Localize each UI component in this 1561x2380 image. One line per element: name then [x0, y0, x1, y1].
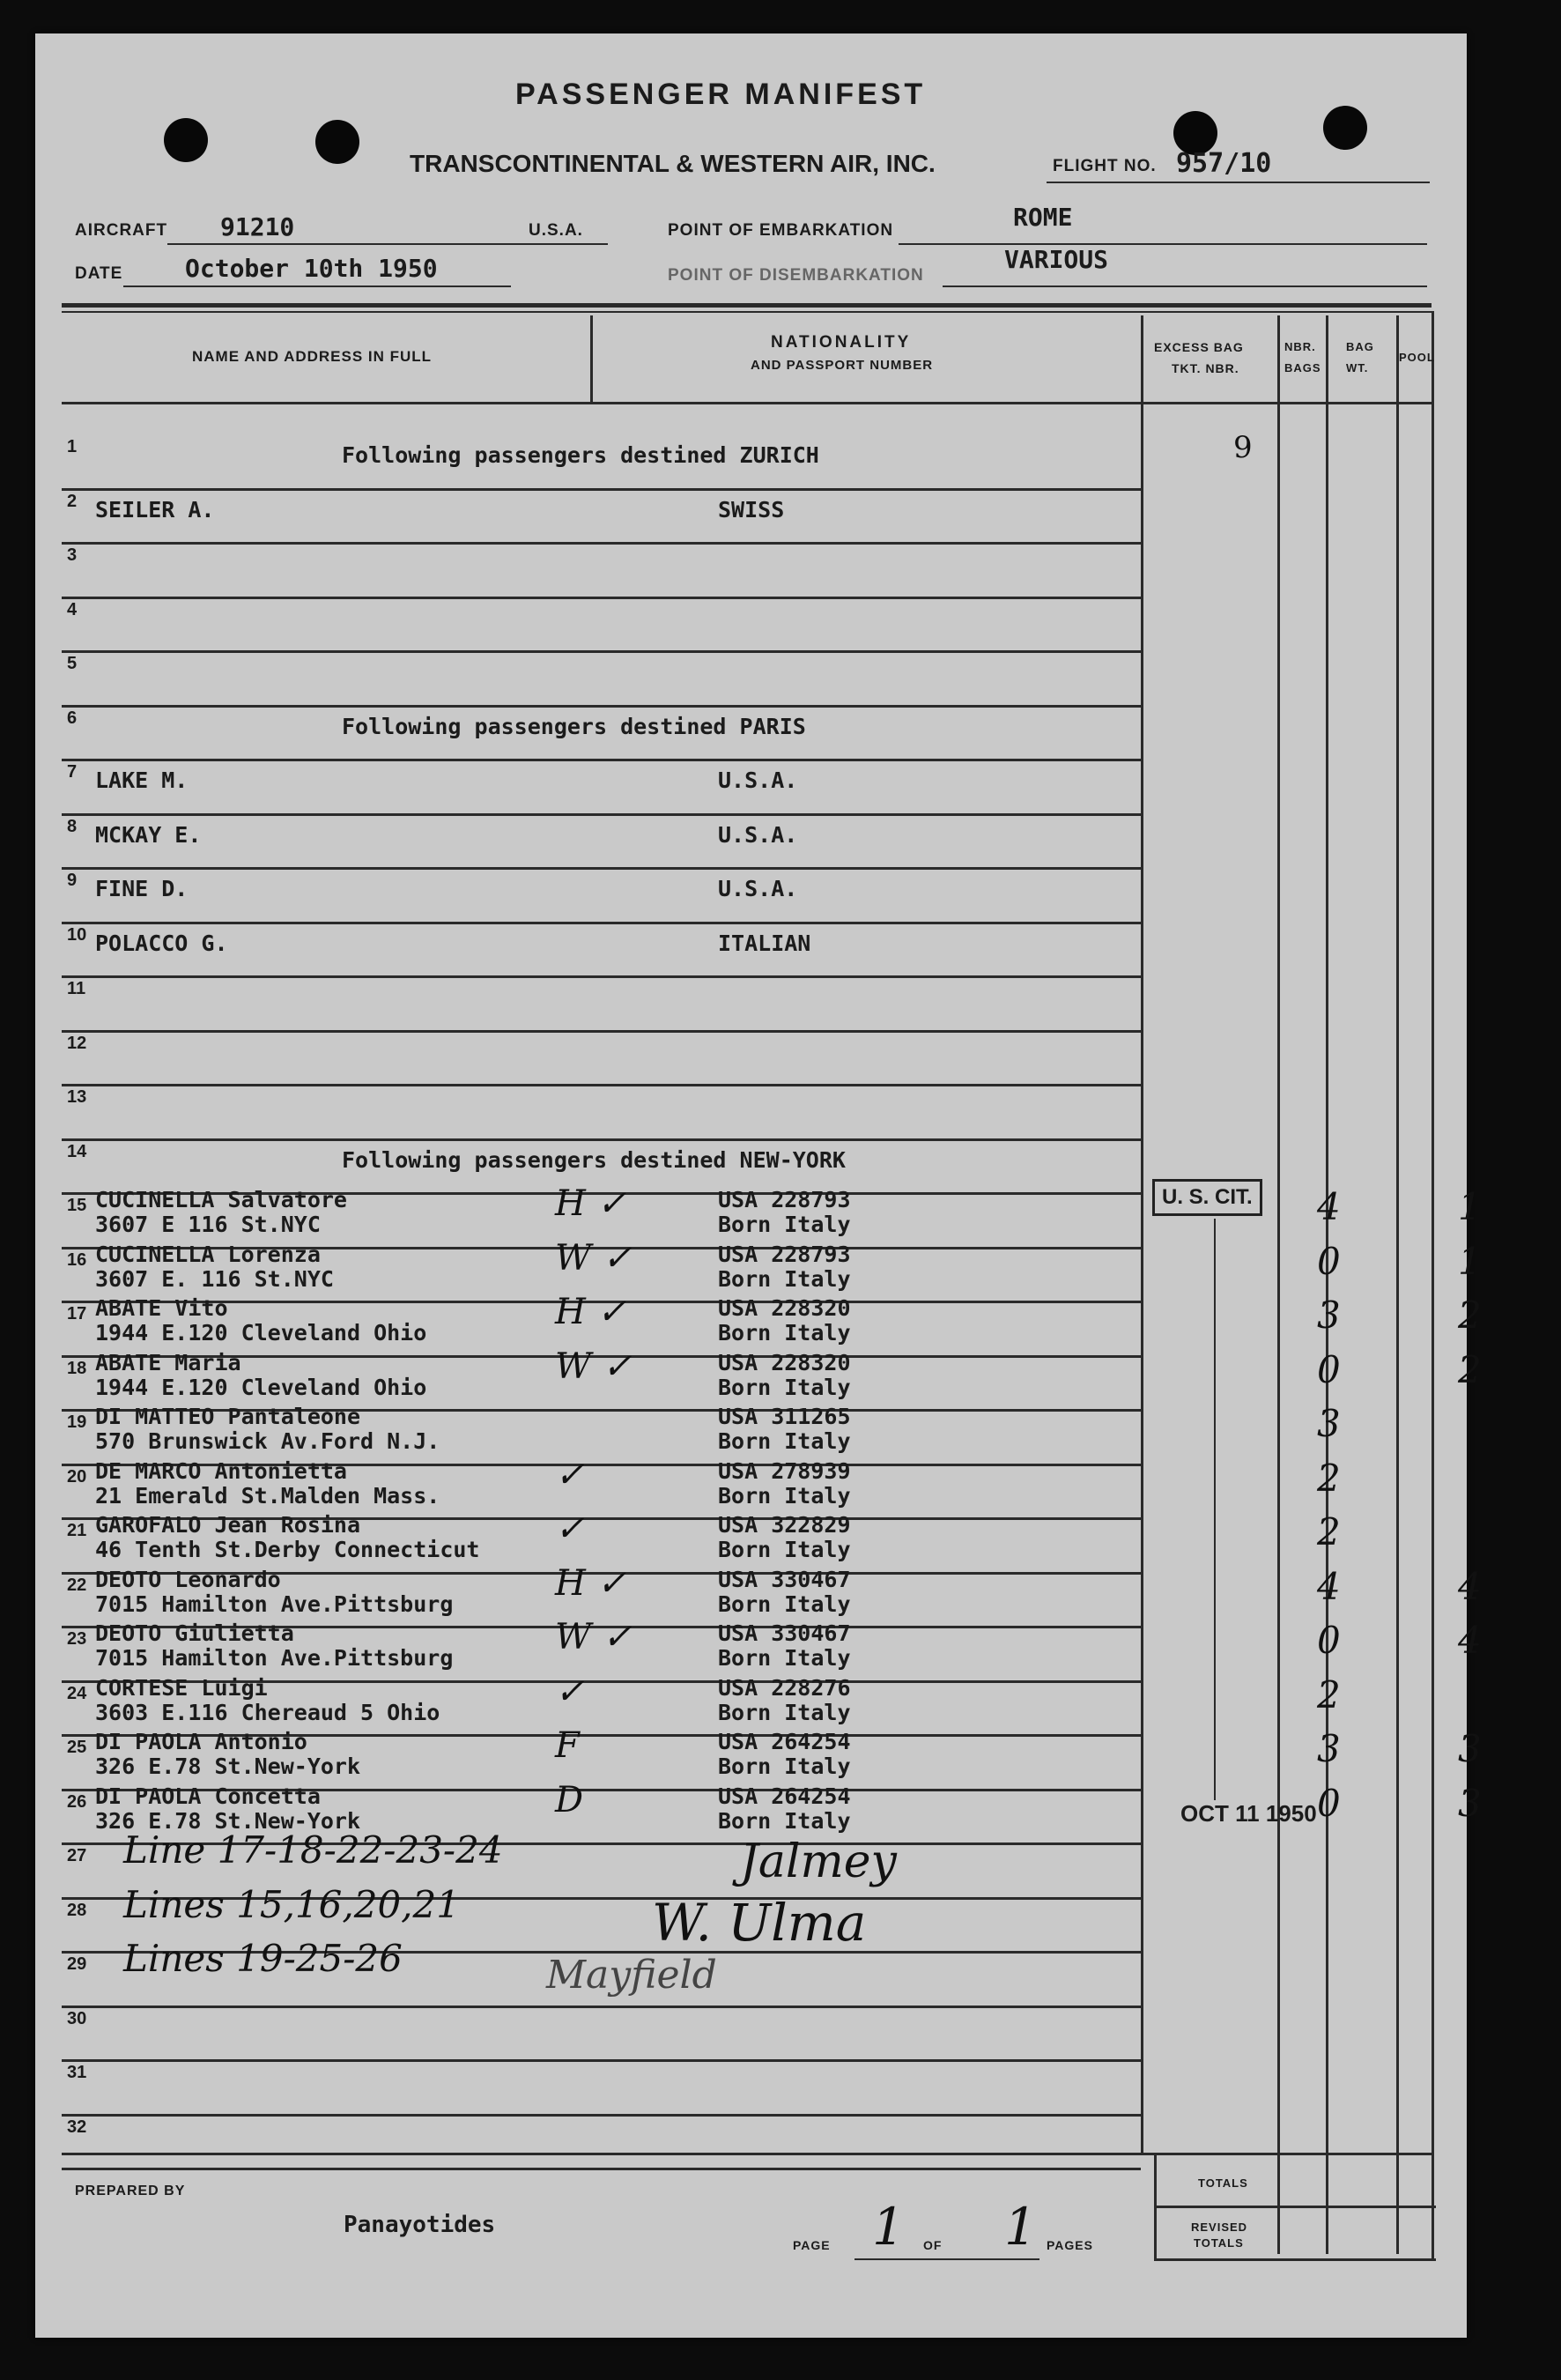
- passenger-name: DE MARCO Antonietta: [95, 1457, 347, 1484]
- totals-label: TOTALS: [1198, 2176, 1248, 2190]
- birthplace: Born Italy: [718, 1374, 851, 1400]
- row-number: 30: [67, 2008, 87, 2028]
- punch-hole: [1323, 106, 1367, 150]
- manifest-row: [62, 764, 1432, 815]
- passenger-name: CUCINELLA Lorenza: [95, 1241, 321, 1267]
- manifest-row: [62, 430, 1432, 490]
- passenger-name: DI PAOLA Concetta: [95, 1783, 321, 1809]
- passport-number: USA 311265: [718, 1404, 851, 1429]
- passenger-name: Following passengers destined PARIS: [342, 713, 806, 739]
- handwritten-note: Lines 15,16,20,21: [123, 1882, 460, 1926]
- manifest-row: [62, 1089, 1432, 1140]
- company-name: TRANSCONTINENTAL & WESTERN AIR, INC.: [410, 150, 936, 177]
- bag-count: 3: [1317, 1402, 1341, 1445]
- of-label: OF: [923, 2238, 943, 2252]
- embark-point: ROME: [1013, 203, 1073, 232]
- page-label: PAGE: [793, 2238, 831, 2252]
- bag-count: 2: [1317, 1672, 1341, 1716]
- nationality: U.S.A.: [718, 767, 798, 793]
- row-number: 3: [67, 545, 78, 565]
- passenger-name: DEOTO Giulietta: [95, 1620, 294, 1646]
- page-number: 1: [872, 2197, 905, 2257]
- manifest-row: [62, 2008, 1432, 2062]
- row-number: 10: [67, 924, 87, 945]
- passenger-name: LAKE M.: [95, 767, 189, 793]
- row-number: 6: [67, 708, 78, 728]
- manifest-row: [62, 816, 1432, 870]
- date-label: DATE: [75, 264, 123, 283]
- row-number: 11: [67, 979, 86, 998]
- passenger-name: ABATE Maria: [95, 1349, 241, 1375]
- row-number: 27: [67, 1846, 87, 1865]
- passenger-address: 46 Tenth St.Derby Connecticut: [95, 1537, 480, 1562]
- passport-number: USA 330467: [718, 1566, 851, 1592]
- signature: Mayfield: [546, 1953, 717, 1998]
- page-title: PASSENGER MANIFEST: [515, 78, 927, 111]
- disembark-label: POINT OF DISEMBARKATION: [668, 266, 924, 285]
- col-wt: WT.: [1346, 361, 1369, 374]
- nationality: SWISS: [718, 496, 785, 523]
- us-citizen-stamp: U. S. CIT.: [1152, 1179, 1262, 1216]
- passenger-name: FINE D.: [95, 876, 189, 901]
- row-number: 7: [67, 762, 78, 782]
- manifest-row: [62, 2119, 1432, 2170]
- nationality: U.S.A.: [718, 876, 798, 901]
- pool-number: 4: [1458, 1619, 1482, 1662]
- passenger-address: 7015 Hamilton Ave.Pittsburg: [95, 1645, 454, 1671]
- revised-label: REVISED: [1191, 2221, 1248, 2234]
- birthplace: Born Italy: [718, 1320, 851, 1346]
- flight-date: October 10th 1950: [185, 254, 438, 283]
- page-total: 1: [1004, 2197, 1037, 2257]
- birthplace: Born Italy: [718, 1537, 851, 1562]
- punch-hole: [164, 118, 208, 162]
- passenger-address: 3607 E. 116 St.NYC: [95, 1265, 334, 1292]
- row-number: 29: [67, 1954, 87, 1974]
- row-number: 5: [67, 654, 78, 673]
- handwritten-check: F: [555, 1725, 580, 1766]
- pool-number: 4: [1458, 1564, 1482, 1608]
- bag-count: 2: [1317, 1456, 1341, 1500]
- nationality: ITALIAN: [718, 930, 811, 956]
- row-number: 24: [67, 1683, 87, 1703]
- passenger-address: 3607 E 116 St.NYC: [95, 1212, 321, 1237]
- date-stamp: OCT 11 1950: [1180, 1800, 1317, 1827]
- signature: W. Ulma: [652, 1893, 867, 1953]
- bag-count: 3: [1317, 1727, 1341, 1770]
- passport-number: USA 264254: [718, 1729, 851, 1754]
- flight-number: 957/10: [1176, 148, 1272, 179]
- col-excess-2: TKT. NBR.: [1172, 361, 1239, 375]
- nationality: U.S.A.: [718, 821, 798, 848]
- pool-number: 3: [1458, 1727, 1482, 1770]
- pool-number: 2: [1458, 1294, 1482, 1337]
- passenger-name: DEOTO Leonardo: [95, 1566, 281, 1592]
- row-number: 8: [67, 816, 78, 836]
- bag-count: 0: [1317, 1619, 1341, 1662]
- manifest-sheet: [35, 33, 1482, 2338]
- birthplace: Born Italy: [718, 1482, 851, 1509]
- row-number: 12: [67, 1033, 87, 1053]
- passport-number: USA 228793: [718, 1187, 851, 1212]
- aircraft-label: AIRCRAFT: [75, 221, 168, 240]
- passenger-address: 1944 E.120 Cleveland Ohio: [95, 1320, 427, 1346]
- row-number: 28: [67, 1900, 87, 1920]
- passenger-name: ABATE Vito: [95, 1295, 228, 1321]
- pool-number: 3: [1458, 1781, 1482, 1825]
- handwritten-check: W ✓: [555, 1346, 633, 1387]
- manifest-row: [62, 547, 1432, 598]
- passenger-name: CORTESE Luigi: [95, 1674, 268, 1701]
- passenger-name: SEILER A.: [95, 496, 215, 523]
- birthplace: Born Italy: [718, 1645, 851, 1671]
- handwritten-check: H ✓: [555, 1562, 627, 1604]
- passenger-address: 570 Brunswick Av.Ford N.J.: [95, 1428, 440, 1454]
- revised-totals-label: TOTALS: [1194, 2236, 1244, 2250]
- passenger-name: CUCINELLA Salvatore: [95, 1187, 347, 1212]
- col-excess: EXCESS BAG: [1154, 340, 1244, 354]
- col-pool: POOL: [1399, 351, 1435, 364]
- row-number: 16: [67, 1249, 87, 1270]
- row-number: 17: [67, 1304, 87, 1323]
- row-number: 4: [67, 599, 78, 619]
- row-number: 14: [67, 1141, 87, 1161]
- passenger-address: 326 E.78 St.New-York: [95, 1753, 361, 1779]
- bag-count: 4: [1317, 1564, 1341, 1608]
- row-number: 26: [67, 1791, 87, 1812]
- handwritten-check: W ✓: [555, 1237, 633, 1279]
- manifest-row: [62, 710, 1432, 761]
- passenger-name: DI PAOLA Antonio: [95, 1729, 307, 1754]
- row-number: 19: [67, 1412, 87, 1432]
- birthplace: Born Italy: [718, 1590, 851, 1617]
- handwritten-check: H ✓: [555, 1292, 627, 1332]
- col-nationality: NATIONALITY: [771, 333, 912, 352]
- passport-number: USA 228320: [718, 1295, 851, 1321]
- passport-number: USA 278939: [718, 1457, 851, 1484]
- passenger-name: Following passengers destined NEW-YORK: [342, 1146, 846, 1173]
- passenger-name: Following passengers destined ZURICH: [342, 442, 819, 468]
- birthplace: Born Italy: [718, 1699, 851, 1725]
- row-number: 1: [67, 437, 78, 456]
- bag-count: 0: [1317, 1239, 1341, 1283]
- row-number: 9: [67, 871, 78, 890]
- passport-number: USA 228793: [718, 1241, 851, 1267]
- handwritten-check: ✓: [555, 1454, 585, 1495]
- col-bag: BAG: [1346, 340, 1374, 353]
- country: U.S.A.: [529, 221, 583, 240]
- handwritten-check: ✓: [555, 1509, 585, 1549]
- passport-number: USA 330467: [718, 1620, 851, 1646]
- bag-count: 3: [1317, 1294, 1341, 1337]
- row-number: 25: [67, 1738, 87, 1757]
- birthplace: Born Italy: [718, 1212, 851, 1237]
- row-number: 32: [67, 2117, 87, 2137]
- passenger-name: POLACCO G.: [95, 930, 228, 956]
- row-number: 23: [67, 1629, 87, 1649]
- birthplace: Born Italy: [718, 1807, 851, 1834]
- signature: Jalmey: [740, 1835, 897, 1888]
- passport-number: USA 264254: [718, 1783, 851, 1809]
- prepared-by: Panayotides: [344, 2212, 496, 2238]
- manifest-row: [62, 599, 1432, 653]
- disembark-point: VARIOUS: [1004, 245, 1109, 274]
- row-number: 13: [67, 1087, 87, 1107]
- bag-count: 2: [1317, 1510, 1341, 1553]
- passenger-address: 326 E.78 St.New-York: [95, 1807, 361, 1834]
- row-number: 18: [67, 1358, 87, 1378]
- row-number: 31: [67, 2063, 87, 2082]
- birthplace: Born Italy: [718, 1265, 851, 1292]
- pool-number: 1: [1458, 1239, 1482, 1283]
- prepared-label: PREPARED BY: [75, 2184, 186, 2198]
- manifest-row: [62, 981, 1432, 1032]
- handwritten-note: Line 17-18-22-23-24: [123, 1828, 503, 1872]
- embark-label: POINT OF EMBARKATION: [668, 221, 894, 240]
- manifest-row: [62, 493, 1432, 545]
- manifest-row: [62, 924, 1432, 978]
- passenger-address: 3603 E.116 Chereaud 5 Ohio: [95, 1699, 440, 1725]
- handwritten-check: W ✓: [555, 1617, 633, 1657]
- col-nbr: NBR.: [1284, 340, 1316, 353]
- aircraft-number: 91210: [220, 212, 295, 241]
- passenger-name: GAROFALO Jean Rosina: [95, 1512, 361, 1538]
- bag-count: 4: [1317, 1185, 1341, 1228]
- handwritten-check: ✓: [555, 1671, 585, 1712]
- punch-hole: [315, 120, 359, 164]
- passenger-name: MCKAY E.: [95, 821, 202, 848]
- bag-count: 0: [1317, 1781, 1341, 1825]
- passenger-name: DI MATTEO Pantaleone: [95, 1404, 361, 1429]
- passport-number: USA 322829: [718, 1512, 851, 1538]
- passport-number: USA 228320: [718, 1349, 851, 1375]
- passenger-address: 1944 E.120 Cleveland Ohio: [95, 1374, 427, 1400]
- row-number: 22: [67, 1575, 87, 1595]
- row-number: 20: [67, 1466, 87, 1487]
- row-number: 21: [67, 1521, 87, 1540]
- manifest-row: [62, 1937, 1432, 2007]
- passport-number: USA 228276: [718, 1674, 851, 1701]
- handwritten-note: Lines 19-25-26: [123, 1937, 403, 1980]
- handwritten-check: H ✓: [555, 1183, 627, 1224]
- birthplace: Born Italy: [718, 1753, 851, 1779]
- col-name: NAME AND ADDRESS IN FULL: [192, 348, 433, 365]
- pool-number: 1: [1458, 1185, 1482, 1228]
- manifest-row: [62, 1035, 1432, 1086]
- col-passport: AND PASSPORT NUMBER: [751, 358, 934, 373]
- handwritten-check: D: [555, 1779, 584, 1820]
- col-bags: BAGS: [1284, 361, 1321, 374]
- flight-label: FLIGHT NO.: [1053, 157, 1157, 175]
- passenger-address: 21 Emerald St.Malden Mass.: [95, 1482, 440, 1509]
- row-number: 15: [67, 1196, 87, 1215]
- manifest-row: [62, 656, 1432, 707]
- row-number: 2: [67, 491, 78, 511]
- birthplace: Born Italy: [718, 1428, 851, 1454]
- pages-label: PAGES: [1047, 2238, 1093, 2252]
- bag-count: 0: [1317, 1347, 1341, 1391]
- manifest-row: [62, 872, 1432, 923]
- excess-bag-ticket: 9: [1233, 430, 1253, 465]
- passenger-address: 7015 Hamilton Ave.Pittsburg: [95, 1590, 454, 1617]
- manifest-row: [62, 2065, 1432, 2116]
- pool-number: 2: [1458, 1347, 1482, 1391]
